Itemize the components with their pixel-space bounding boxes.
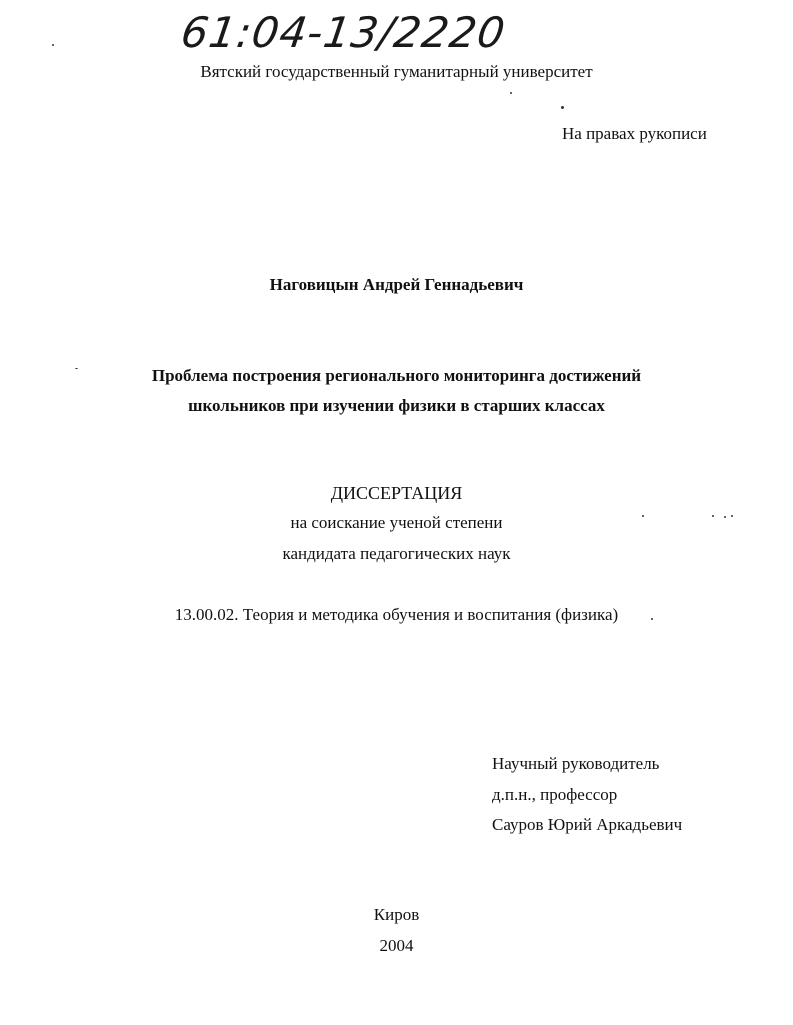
supervisor-name: Сауров Юрий Аркадьевич [492,815,683,834]
scan-speck [724,516,726,518]
year: 2004 [379,936,414,955]
author-name: Наговицын Андрей Геннадьевич [269,275,524,294]
city: Киров [373,905,420,924]
degree-purpose-line-1: на соискание ученой степени [290,513,503,532]
specialty-code: 13.00.02. Теория и методика обучения и воспитания (физика) [174,605,619,624]
scan-speck [75,368,78,369]
document-type: ДИССЕРТАЦИЯ [330,483,463,503]
scan-speck [712,515,714,517]
thesis-title-line-2: школьников при изучении физики в старших классах [188,396,605,415]
university-name: Вятский государственный гуманитарный университет [200,62,593,81]
scan-speck [52,44,54,46]
scan-speck [731,515,733,517]
rights-note: На правах рукописи [562,124,707,143]
scan-speck [651,618,653,620]
thesis-title-line-1: Проблема построения регионального мониторинга достижений [151,366,642,385]
supervisor-role: Научный руководитель [492,754,660,773]
scan-speck [561,106,564,109]
degree-purpose-line-2: кандидата педагогических наук [282,544,511,563]
supervisor-degree: д.п.н., профессор [492,785,618,804]
scan-speck [642,515,644,517]
scan-speck [510,92,512,94]
handwritten-archive-number: 61:04-13/2220 [178,8,509,57]
